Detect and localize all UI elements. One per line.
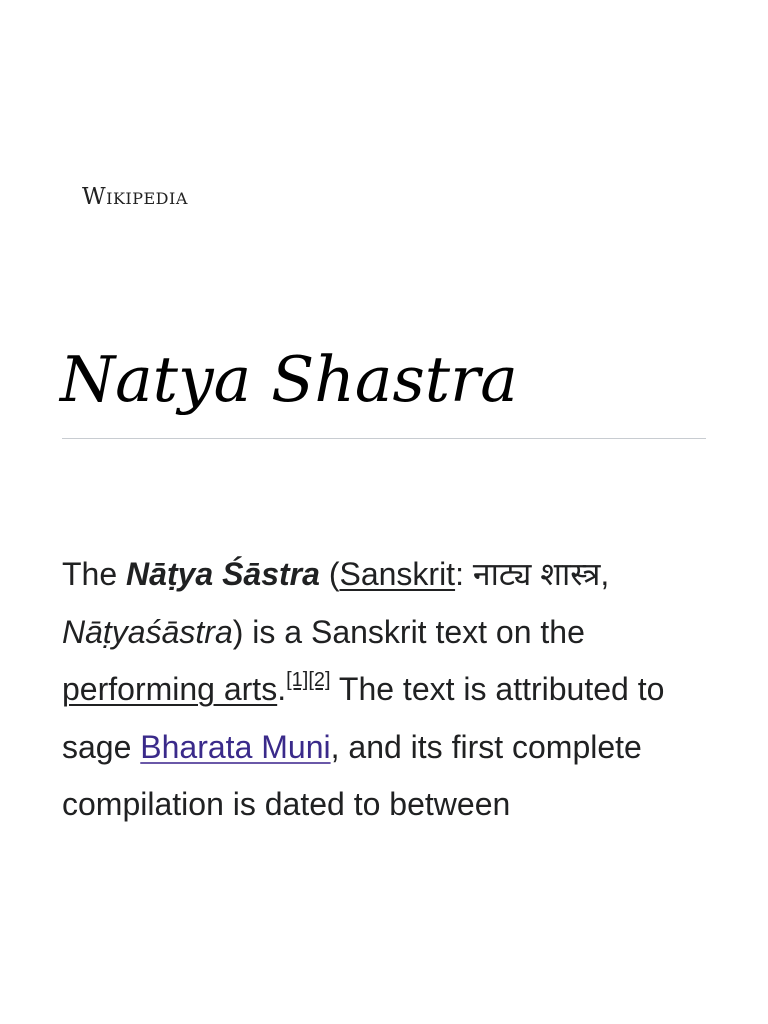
performing-arts-link[interactable]: performing arts [62,671,278,707]
reference-2-link[interactable]: [2] [308,669,331,691]
reference-group [286,669,331,691]
intro-open-paren: ( [328,556,340,592]
title-divider [62,438,706,439]
intro-colon: : [455,556,464,592]
intro-text-2: The text is attributed to sage [62,671,665,765]
wikipedia-wordmark[interactable]: Wikipedia [82,184,188,210]
intro-text-1: ) is a Sanskrit text on the [232,613,585,650]
intro-devanagari: नाट्य शास्त्र, [472,556,610,592]
intro-term-bold: Nāṭya Śāstra [126,556,320,592]
page-title: Natya Shastra [60,343,518,416]
article-intro-paragraph [62,546,712,834]
intro-text-the: The [62,556,118,592]
intro-term-italic: Nāṭyaśāstra [62,613,233,650]
reference-1-link[interactable]: [1] [286,669,309,691]
intro-period: . [277,671,287,707]
intro-text-3: , and its first complete compilation is dated to between [62,728,642,822]
bharata-muni-link[interactable]: Bharata Muni [140,728,331,765]
sanskrit-link[interactable]: Sanskrit [339,556,456,592]
